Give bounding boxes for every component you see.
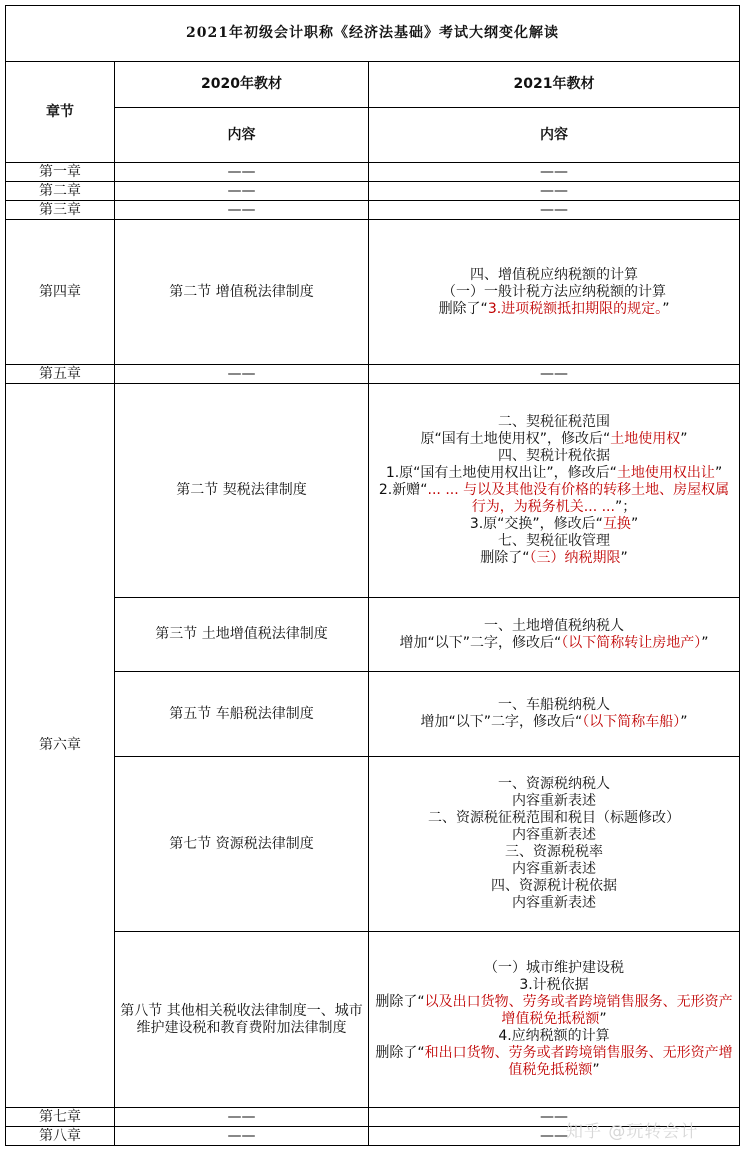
- change-line: 四、资源税计税依据: [491, 878, 618, 894]
- table-row: [6, 672, 740, 757]
- change-text: 增加“以下”二字，修改后“: [399, 634, 562, 651]
- change-text: 原“国有土地使用权”，修改后“: [420, 431, 611, 447]
- change-text: 删除了“: [375, 994, 425, 1010]
- change-text: ”: [701, 634, 709, 651]
- change-text: 1.原“国有土地使用权出让”，修改后“: [385, 465, 617, 481]
- header-content-2020: 内容: [115, 108, 369, 163]
- change-text: ”: [662, 300, 670, 317]
- table-row: [6, 220, 740, 365]
- content-2020: ——: [115, 1108, 369, 1127]
- change-line: 3.计税依据: [519, 977, 589, 993]
- content-2021: [369, 672, 740, 757]
- change-line: 三、资源税税率: [505, 844, 604, 860]
- change-line: 内容重新表述: [512, 895, 597, 911]
- change-text: ”: [599, 1011, 607, 1027]
- change-highlight: ... ... 与以及其他没有价格的转移土地、房屋权属行为，为税务机关... ...: [427, 482, 730, 515]
- content-2021: ——: [369, 201, 740, 220]
- content-2021: [369, 598, 740, 672]
- change-line: 四、增值税应纳税额的计算: [470, 266, 639, 283]
- content-2020: 第八节 其他相关税收法律制度一、城市维护建设税和教育费附加法律制度: [115, 932, 369, 1108]
- change-text: ”: [620, 550, 628, 566]
- table-row: [6, 163, 740, 182]
- change-line: （一）一般计税方法应纳税额的计算: [442, 283, 667, 300]
- change-highlight: （以下简称车船）: [582, 714, 681, 730]
- change-line: （一）城市维护建设税: [484, 960, 625, 976]
- header-row-year: [6, 62, 740, 108]
- change-line: 七、契税征收管理: [498, 533, 611, 549]
- content-2020: 第二节 契税法律制度: [115, 384, 369, 598]
- change-line: [373, 482, 735, 516]
- table-row: [6, 365, 740, 384]
- change-text: ”: [714, 465, 723, 481]
- content-2021: ——: [369, 365, 740, 384]
- chapter-label: 第三章: [6, 201, 115, 220]
- change-highlight: 以及出口货物、劳务或者跨境销售服务、无形资产增值税免抵税额: [424, 994, 733, 1027]
- header-row-content: [6, 108, 740, 163]
- table-row: [6, 384, 740, 598]
- change-highlight: 和出口货物、劳务或者跨境销售服务、无形资产增值税免抵税额: [424, 1045, 733, 1078]
- content-2020: 第二节 增值税法律制度: [115, 220, 369, 365]
- header-chapter: 章节: [6, 62, 115, 163]
- content-2021: [369, 384, 740, 598]
- content-2020: ——: [115, 1127, 369, 1146]
- change-text: ”: [680, 714, 688, 730]
- chapter-label: 第四章: [6, 220, 115, 365]
- header-content-2021: 内容: [369, 108, 740, 163]
- change-line: [373, 1045, 735, 1079]
- content-2020: 第三节 土地增值税法律制度: [115, 598, 369, 672]
- change-line: [373, 714, 735, 731]
- content-2021: [369, 757, 740, 932]
- content-2020: ——: [115, 182, 369, 201]
- change-line: [373, 550, 735, 567]
- change-text: 2.新赠“: [378, 482, 428, 498]
- outline-change-table: [5, 5, 740, 1146]
- change-highlight: 土地使用权出让: [616, 465, 715, 481]
- chapter-label: 第一章: [6, 163, 115, 182]
- chapter-label: 第六章: [6, 384, 115, 1108]
- table-row: [6, 182, 740, 201]
- change-line: 一、车船税纳税人: [498, 697, 611, 713]
- change-highlight: （三）纳税期限: [529, 550, 621, 566]
- header-2020: 2020年教材: [115, 62, 369, 108]
- content-2021: ——: [369, 1127, 740, 1146]
- content-2020: 第七节 资源税法律制度: [115, 757, 369, 932]
- change-text: 3.原“交换”，修改后“: [469, 516, 603, 532]
- change-line: 二、资源税征税范围和税目（标题修改）: [428, 810, 681, 826]
- change-line: [373, 431, 735, 448]
- change-line: 4.应纳税额的计算: [498, 1028, 610, 1044]
- change-text: 增加“以下”二字，修改后“: [420, 714, 583, 730]
- header-2021: 2021年教材: [369, 62, 740, 108]
- title-row: [6, 6, 740, 62]
- change-text: ”: [680, 431, 688, 447]
- change-line: 内容重新表述: [512, 827, 597, 843]
- content-2020: 第五节 车船税法律制度: [115, 672, 369, 757]
- table-row: [6, 598, 740, 672]
- change-line: 内容重新表述: [512, 793, 597, 809]
- content-2020: ——: [115, 163, 369, 182]
- change-line: [373, 301, 735, 318]
- content-2021: ——: [369, 1108, 740, 1127]
- change-highlight: 土地使用权: [610, 431, 681, 447]
- content-2021: [369, 932, 740, 1108]
- change-highlight: 互换: [602, 516, 631, 532]
- change-highlight: 3.进项税额抵扣期限的规定。: [487, 300, 663, 317]
- change-line: 四、契税计税依据: [498, 448, 611, 464]
- watermark: 知乎 @玩转会计: [566, 1122, 699, 1142]
- change-line: 一、资源税纳税人: [498, 776, 611, 792]
- chapter-label: 第五章: [6, 365, 115, 384]
- change-line: 一、土地增值税纳税人: [484, 617, 625, 634]
- content-2021: ——: [369, 182, 740, 201]
- change-line: [373, 465, 735, 482]
- change-line: [373, 516, 735, 533]
- table-row: [6, 201, 740, 220]
- change-text: ”: [630, 516, 639, 532]
- change-text: ”；: [614, 499, 637, 515]
- chapter-label: 第二章: [6, 182, 115, 201]
- change-text: 删除了“: [438, 300, 488, 317]
- change-line: 内容重新表述: [512, 861, 597, 877]
- change-text: ”: [592, 1062, 600, 1078]
- change-line: [373, 635, 735, 652]
- content-2021: ——: [369, 163, 740, 182]
- content-2020: ——: [115, 201, 369, 220]
- change-text: 删除了“: [375, 1045, 425, 1061]
- page-title: 2021年初级会计职称《经济法基础》考试大纲变化解读: [6, 6, 740, 62]
- change-text: 删除了“: [480, 550, 530, 566]
- change-highlight: （以下简称转让房地产）: [561, 634, 702, 651]
- change-line: [373, 994, 735, 1028]
- chapter-label: 第八章: [6, 1127, 115, 1146]
- content-2020: ——: [115, 365, 369, 384]
- table-row: [6, 932, 740, 1108]
- content-2021: [369, 220, 740, 365]
- change-line: 二、契税征税范围: [498, 414, 611, 430]
- chapter-label: 第七章: [6, 1108, 115, 1127]
- table-row: [6, 757, 740, 932]
